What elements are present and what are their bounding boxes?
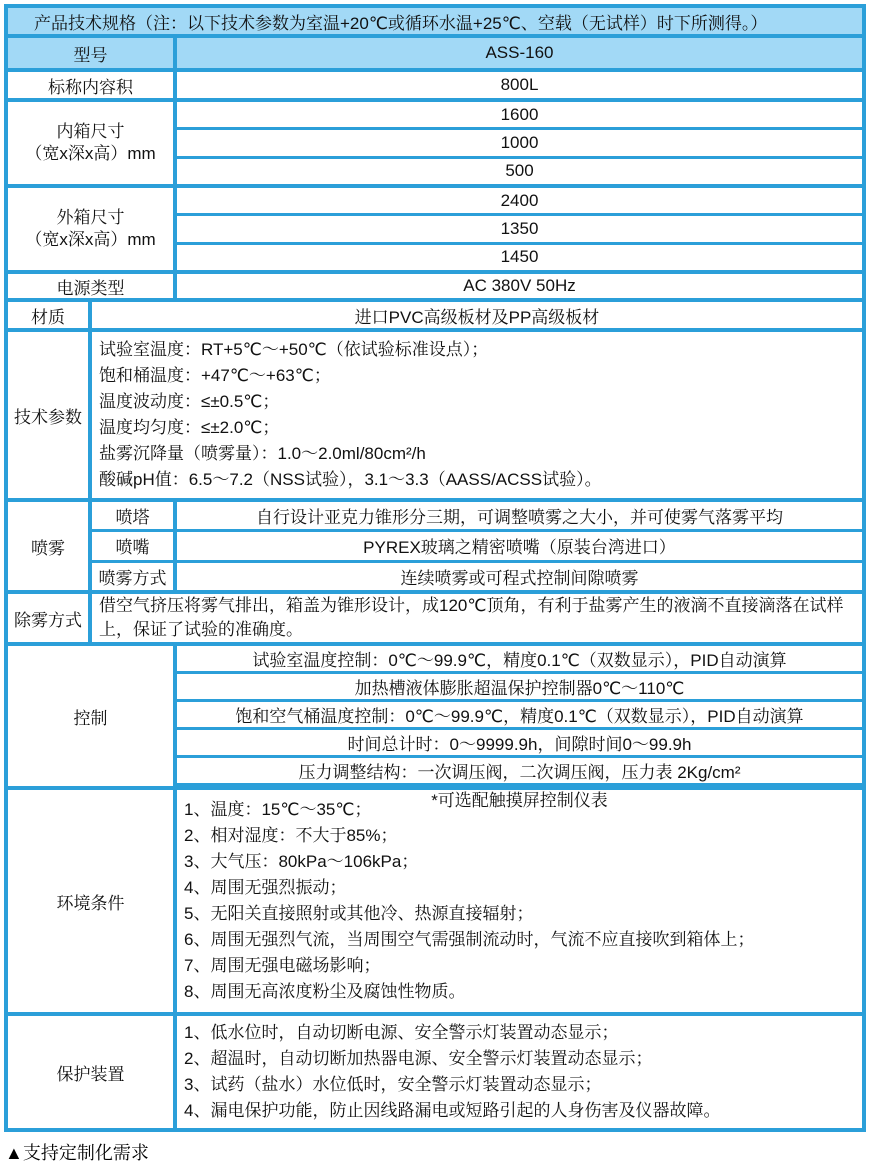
environment-line: 5、无阳关直接照射或其他冷、热源直接辐射；: [184, 904, 534, 923]
inner-size-label-line1: 内箱尺寸: [56, 122, 125, 141]
protection-line: 2、超温时，自动切断加热器电源、安全警示灯装置动态显示；: [184, 1049, 653, 1068]
spray-label: 喷雾: [8, 502, 92, 590]
power-label: 电源类型: [8, 274, 177, 298]
protection-line: 3、试药（盐水）水位低时，安全警示灯装置动态显示；: [184, 1075, 602, 1094]
spray-row-mode: [92, 563, 862, 590]
model-value: ASS-160: [177, 38, 862, 68]
control-row: 试验室温度控制：0℃～99.9℃，精度0.1℃（双数显示），PID自动演算: [177, 646, 862, 674]
environment-line: 4、周围无强烈振动；: [184, 878, 347, 897]
tech-line: 温度均匀度：≤±2.0℃；: [99, 418, 280, 437]
spec-table: [4, 4, 866, 1132]
power-value: AC 380V 50Hz: [463, 276, 576, 295]
protection-line: 4、漏电保护功能，防止因线路漏电或短路引起的人身伤害及仪器故障。: [184, 1101, 721, 1120]
spray-tower-label: 喷塔: [92, 502, 177, 529]
row-protection: [8, 1016, 862, 1128]
control-row: 加热槽液体膨胀超温保护控制器0℃～110℃: [177, 674, 862, 702]
row-spray: [8, 502, 862, 594]
row-power: [8, 274, 862, 302]
environment-line: 8、周围无高浓度粉尘及腐蚀性物质。: [184, 982, 466, 1001]
inner-size-label: [8, 102, 177, 184]
volume-label: 标称内容积: [8, 72, 177, 98]
row-material: [8, 302, 862, 332]
control-row: 饱和空气桶温度控制：0℃～99.9℃，精度0.1℃（双数显示），PID自动演算: [177, 702, 862, 730]
material-label: 材质: [8, 302, 92, 328]
spray-nozzle-value: PYREX玻璃之精密喷嘴（原装台湾进口）: [363, 538, 676, 558]
inner-size-depth: 1000: [177, 130, 862, 158]
control-row: 时间总计时：0～9999.9h，间隙时间0～99.9h: [177, 730, 862, 758]
tech-line: 温度波动度：≤±0.5℃；: [99, 392, 280, 411]
protection-label: 保护装置: [8, 1016, 177, 1128]
outer-size-label: [8, 188, 177, 270]
table-title-row: [8, 8, 862, 38]
control-row: 压力调整结构：一次调压阀，二次调压阀，压力表 2Kg/cm²: [177, 758, 862, 786]
tech-params-list: [92, 332, 862, 498]
tech-params-label: 技术参数: [8, 332, 92, 498]
defog-text: 借空气挤压将雾气排出，箱盖为锥形设计，成120℃顶角，有利于盐雾产生的液滴不直接滴落在试样上，保证了试验的准确度。: [99, 596, 844, 639]
outer-size-height: 1450: [500, 247, 539, 267]
spray-tower-value: 自行设计亚克力锥形分三期，可调整喷雾之大小，并可使雾气落雾平均: [256, 508, 783, 528]
spray-row-nozzle: [92, 532, 862, 562]
outer-size-depth: 1350: [177, 216, 862, 244]
environment-line: 6、周围无强烈气流，当周围空气需强制流动时，气流不应直接吹到箱体上；: [184, 930, 755, 949]
tech-line: 试验室温度：RT+5℃～+50℃（依试验标准设点）；: [99, 340, 489, 359]
spray-rows: [92, 502, 862, 590]
row-model: [8, 38, 862, 72]
inner-size-values: [177, 102, 862, 184]
environment-line: 2、相对湿度：不大于85%；: [184, 826, 398, 845]
spray-row-tower: [92, 502, 862, 532]
environment-line: 7、周围无强电磁场影响；: [184, 956, 381, 975]
control-row: *可选配触摸屏控制仪表: [431, 791, 608, 810]
inner-size-label-line2: （宽x深x高）mm: [25, 144, 156, 163]
outer-size-label-line1: 外箱尺寸: [56, 208, 125, 227]
inner-size-height: 500: [505, 161, 534, 181]
material-value: 进口PVC高级板材及PP高级板材: [354, 307, 600, 327]
environment-line: 3、大气压：80kPa～106kPa；: [184, 852, 419, 871]
outer-size-values: [177, 188, 862, 270]
environment-line: 1、温度：15℃～35℃；: [184, 800, 372, 819]
defog-label: 除雾方式: [8, 594, 92, 642]
environment-list: [177, 790, 862, 1012]
defog-value: [92, 594, 862, 642]
inner-size-width: 1600: [177, 102, 862, 130]
spray-mode-label: 喷雾方式: [92, 563, 177, 590]
tech-line: 酸碱pH值：6.5～7.2（NSS试验），3.1～3.3（AASS/ACSS试验）。: [99, 470, 602, 489]
table-title: 产品技术规格（注：以下技术参数为室温+20℃或循环水温+25℃、空载（无试样）时下所测得。）: [34, 13, 768, 33]
protection-line: 1、低水位时，自动切断电源、安全警示灯装置动态显示；: [184, 1023, 619, 1042]
control-label: 控制: [8, 646, 177, 786]
protection-list: [177, 1016, 862, 1128]
spray-mode-value: 连续喷雾或可程式控制间隙喷雾: [400, 568, 639, 588]
volume-value: 800L: [500, 75, 539, 94]
customization-note: ▲支持定制化需求: [5, 1143, 149, 1163]
row-inner-size: [8, 102, 862, 188]
row-volume: [8, 72, 862, 102]
outer-size-label-line2: （宽x深x高）mm: [25, 230, 156, 249]
row-defog: [8, 594, 862, 646]
tech-line: 饱和桶温度：+47℃～+63℃；: [99, 366, 331, 385]
spray-nozzle-label: 喷嘴: [92, 532, 177, 559]
row-outer-size: [8, 188, 862, 274]
row-tech-params: [8, 332, 862, 502]
environment-label: 环境条件: [8, 790, 177, 1012]
row-environment: [8, 790, 862, 1016]
outer-size-width: 2400: [177, 188, 862, 216]
tech-line: 盐雾沉降量（喷雾量）：1.0～2.0ml/80cm²/h: [99, 444, 426, 463]
model-label: 型号: [8, 38, 177, 68]
